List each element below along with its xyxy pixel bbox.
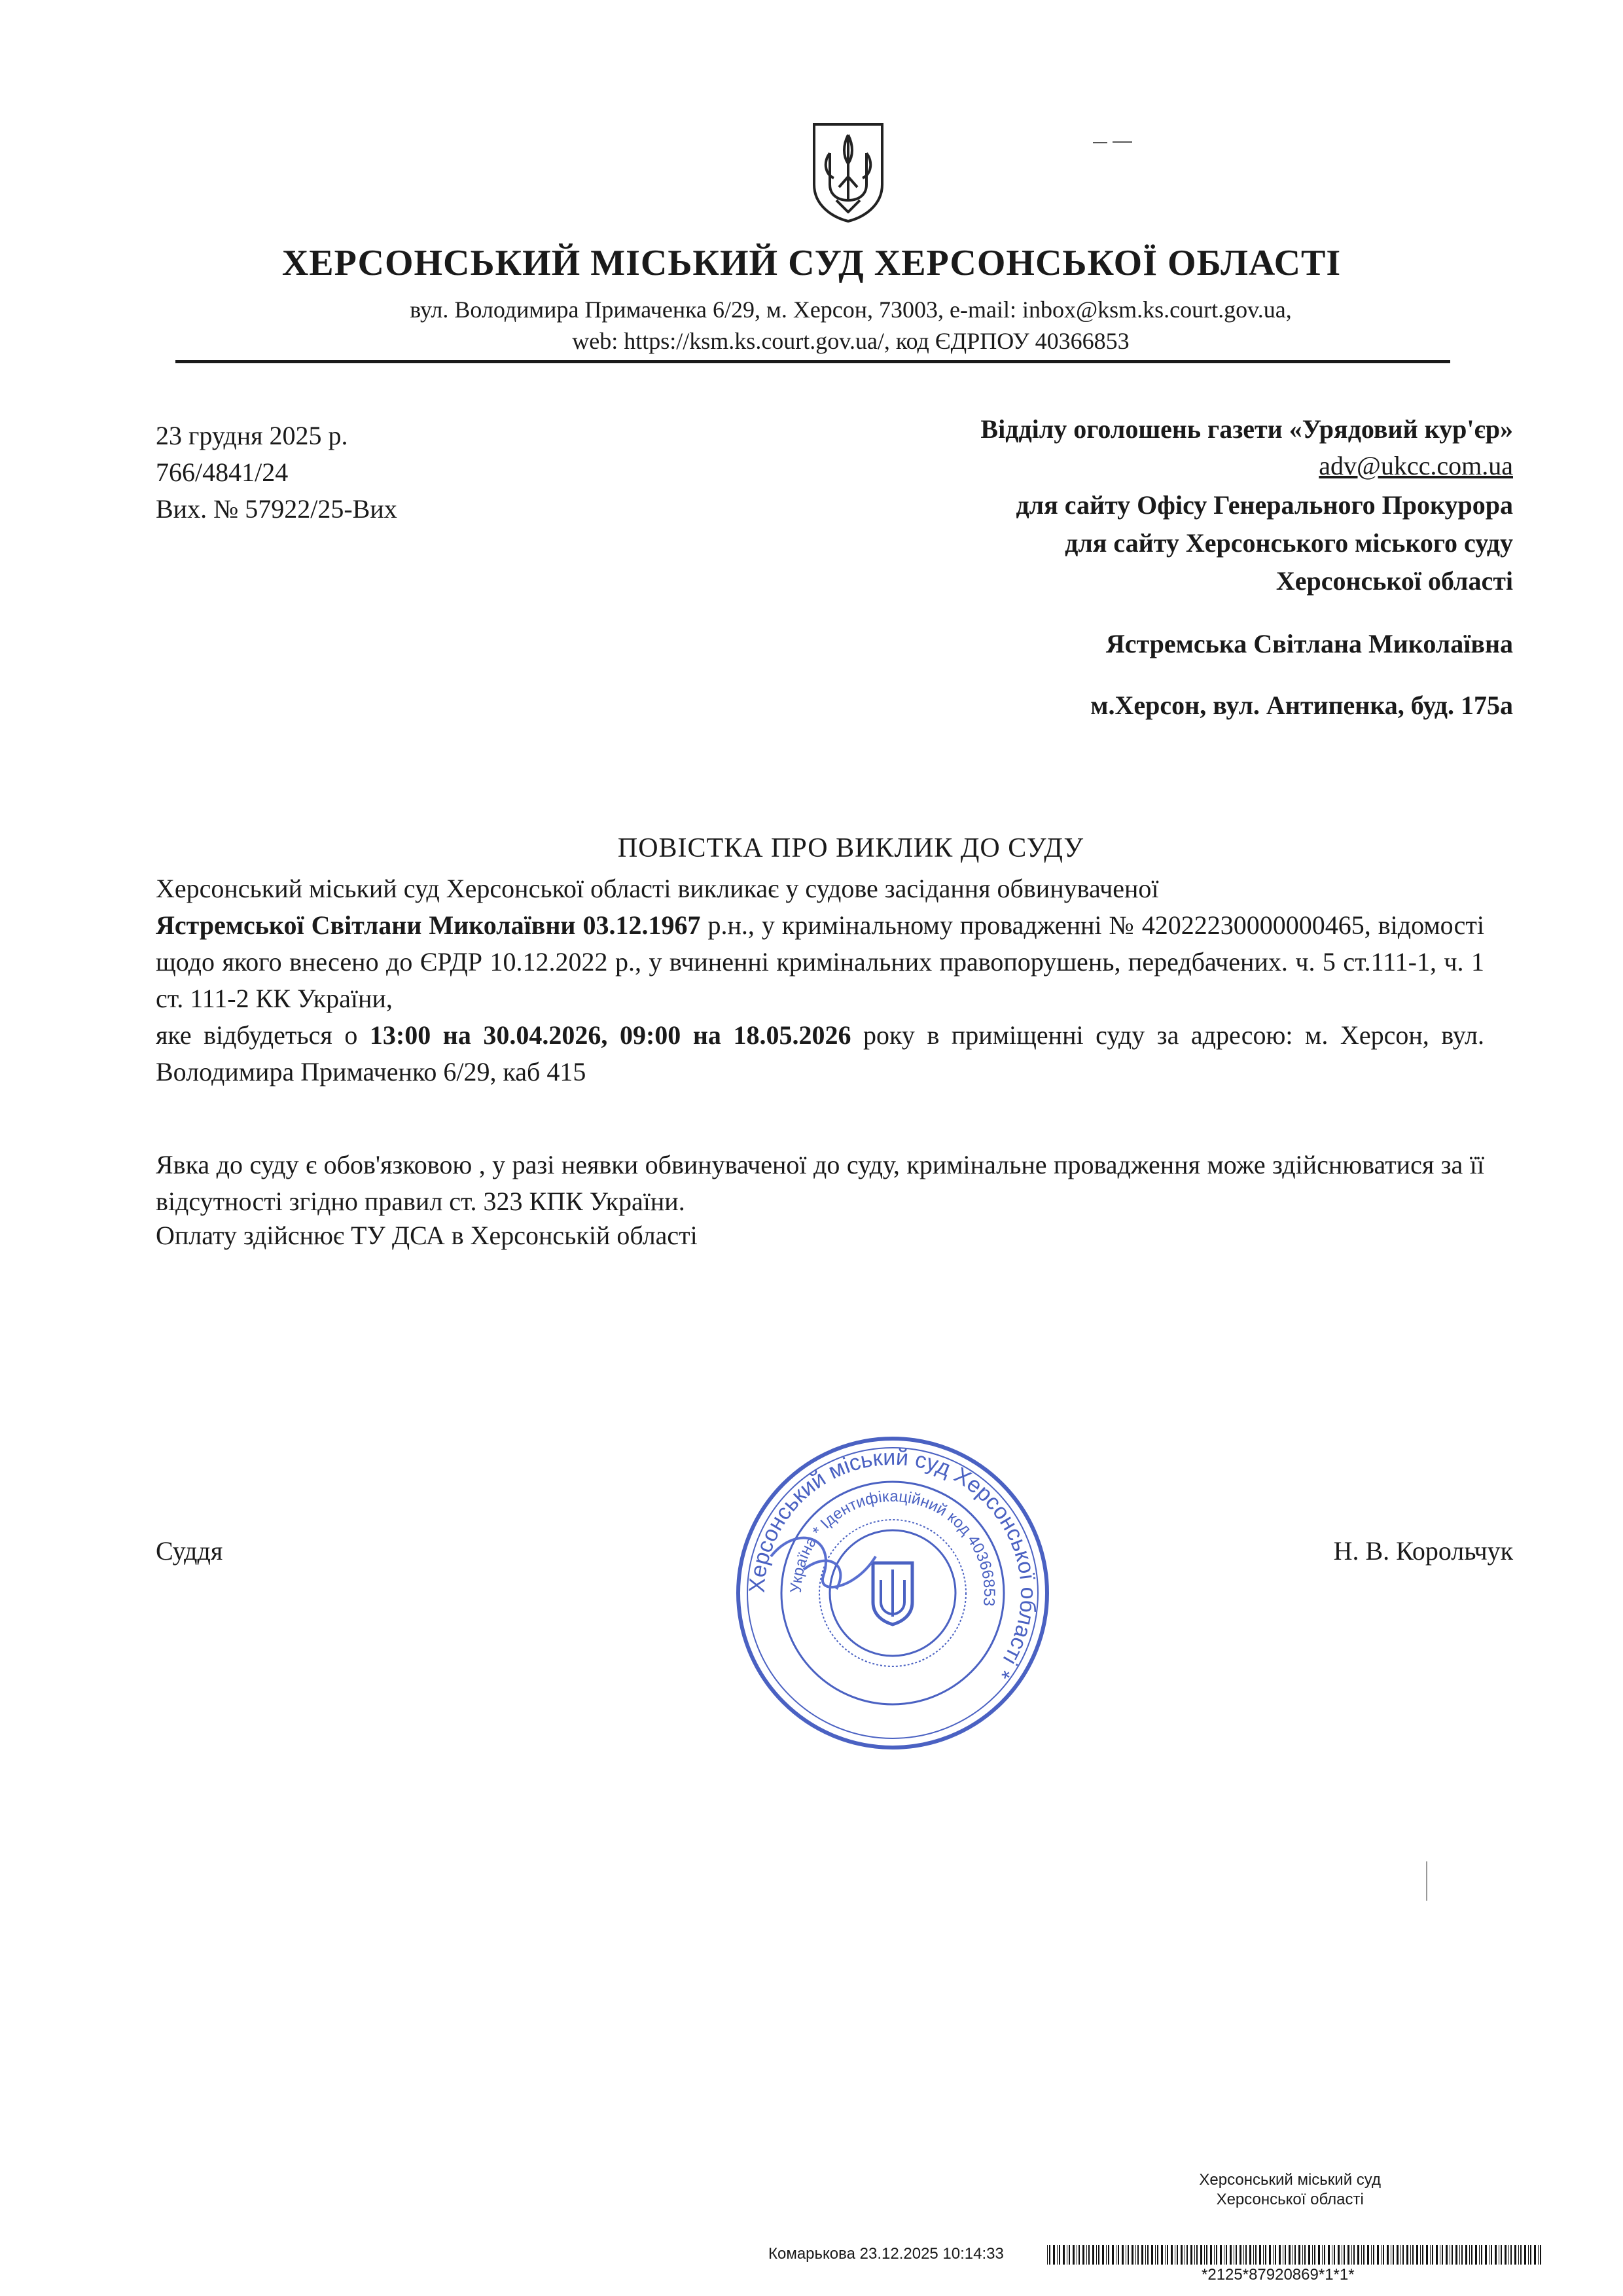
barcode-bar (1200, 2245, 1202, 2265)
barcode-bar (1049, 2245, 1050, 2265)
barcode-bar (1416, 2245, 1418, 2265)
barcode-bar (1210, 2245, 1212, 2265)
header-divider (175, 360, 1450, 363)
barcode-bar (1432, 2245, 1433, 2265)
barcode-bar (1098, 2245, 1099, 2265)
barcode-bar (1263, 2245, 1264, 2265)
barcode-bar (1112, 2245, 1114, 2265)
barcode-bar (1461, 2245, 1463, 2265)
barcode-bar (1259, 2245, 1261, 2265)
barcode-bar (1181, 2245, 1183, 2265)
barcode-bar (1057, 2245, 1058, 2265)
barcode-bar (1088, 2245, 1090, 2265)
barcode-bar (1240, 2245, 1241, 2265)
barcode-bar (1406, 2245, 1408, 2265)
barcode-bar (1196, 2245, 1198, 2265)
court-web: web: https://ksm.ks.court.gov.ua/, код ЄДРПОУ 40366853 (572, 328, 1130, 354)
barcode-bar (1446, 2245, 1448, 2265)
barcode-bar (1269, 2245, 1271, 2265)
case-details: р.н., у кримінальному провадженні № 42022230000000465, відомості щодо якого внесено до ЄРДР 10.12.2022 р., у вчиненні кримінальних правопорушень, передбачених. ч. 5 ст.111-1, ч. 1 ст. 111-2 КК України, (156, 910, 1484, 1013)
barcode-bar (1249, 2245, 1251, 2265)
barcode-bar (1465, 2245, 1467, 2265)
barcode-bar (1086, 2245, 1087, 2265)
barcode-bar (1294, 2245, 1296, 2265)
barcode-bar (1155, 2245, 1156, 2265)
judge-label: Суддя (156, 1536, 223, 1566)
barcode-bar (1475, 2245, 1477, 2265)
barcode-bar (1275, 2245, 1276, 2265)
barcode-bar (1491, 2245, 1492, 2265)
barcode-bar (1226, 2245, 1227, 2265)
outgoing-number: Вих. № 57922/25-Вих (156, 494, 397, 524)
barcode-bar (1334, 2245, 1335, 2265)
barcode-bar (1230, 2245, 1232, 2265)
barcode-bar (1501, 2245, 1502, 2265)
barcode-bar (1157, 2245, 1158, 2265)
barcode-bar (1357, 2245, 1359, 2265)
barcode-bar (1495, 2245, 1497, 2265)
barcode-bar (1361, 2245, 1362, 2265)
barcode-bar (1053, 2245, 1055, 2265)
barcode-bar (1147, 2245, 1149, 2265)
barcode-bar (1363, 2245, 1364, 2265)
barcode-bar (1190, 2245, 1192, 2265)
barcode-bar (1243, 2245, 1244, 2265)
barcode-bar (1135, 2245, 1136, 2265)
barcode-bar (1452, 2245, 1453, 2265)
barcode-bar (1471, 2245, 1472, 2265)
barcode-bar (1137, 2245, 1139, 2265)
barcode-bar (1079, 2245, 1080, 2265)
barcode-bar (1318, 2245, 1320, 2265)
registration-stamp: Комарькова 23.12.2025 10:14:33 (768, 2245, 1004, 2263)
barcode-bar (1400, 2245, 1401, 2265)
barcode-bar (1214, 2245, 1215, 2265)
barcode-bar (1485, 2245, 1487, 2265)
barcode-bar (1393, 2245, 1394, 2265)
barcode-bar (1273, 2245, 1274, 2265)
barcode-bar (1265, 2245, 1266, 2265)
barcode-bar (1255, 2245, 1257, 2265)
barcode-bar (1430, 2245, 1431, 2265)
barcode-bar (1538, 2245, 1539, 2265)
barcode-bar (1122, 2245, 1124, 2265)
barcode-bar (1106, 2245, 1107, 2265)
barcode-bar (1514, 2245, 1516, 2265)
barcode-bar (1436, 2245, 1438, 2265)
barcode-bar (1373, 2245, 1374, 2265)
barcode-bar (1304, 2245, 1306, 2265)
barcode-bar (1236, 2245, 1237, 2265)
barcode-bar (1108, 2245, 1109, 2265)
barcode-bar (1347, 2245, 1349, 2265)
barcode-bar (1455, 2245, 1457, 2265)
recipient-court-region: Херсонської області (1275, 566, 1513, 596)
barcode-bar (1520, 2245, 1522, 2265)
attendance-notice: Явка до суду є обов'язковою , у разі неявки обвинуваченої до суду, кримінальне провадження може здійснюватися за її відсутності згідно правил ст. 323 КПК України. (156, 1150, 1484, 1216)
barcode-bar (1167, 2245, 1168, 2265)
barcode-bar (1534, 2245, 1536, 2265)
barcode-bar (1469, 2245, 1470, 2265)
barcode-bar (1397, 2245, 1399, 2265)
barcode-bar (1528, 2245, 1529, 2265)
payment-notice: Оплату здійснює ТУ ДСА в Херсонській області (156, 1221, 698, 1250)
seal-inner-text: Україна * Ідентифікаційний код 40366853 (787, 1487, 999, 1607)
barcode-bar (1383, 2245, 1384, 2265)
hearing-datetime: 13:00 на 30.04.2026, 09:00 на 18.05.2026 (369, 1020, 851, 1050)
barcode-bar (1412, 2245, 1414, 2265)
summons-intro: Херсонський міський суд Херсонської області викликає у судове засідання обвинуваченої (156, 874, 1159, 903)
barcode-bar (1096, 2245, 1097, 2265)
registration-court-line: Херсонської області (1216, 2191, 1364, 2208)
barcode-bar (1194, 2245, 1195, 2265)
barcode-bar (1308, 2245, 1310, 2265)
barcode-bar (1073, 2245, 1075, 2265)
barcode-bar (1285, 2245, 1286, 2265)
barcode-bar (1063, 2245, 1065, 2265)
barcode-bar (1367, 2245, 1369, 2265)
barcode-bar (1118, 2245, 1119, 2265)
document-date: 23 грудня 2025 р. (156, 421, 348, 450)
barcode-bar (1426, 2245, 1428, 2265)
case-number: 766/4841/24 (156, 457, 289, 487)
scan-artifact-mark (1093, 140, 1132, 145)
recipient-person-address: м.Херсон, вул. Антипенка, буд. 175а (1090, 691, 1513, 720)
barcode-bar (1132, 2245, 1133, 2265)
hearing-intro: яке відбудеться о (156, 1020, 370, 1050)
barcode-bar (1510, 2245, 1512, 2265)
recipient-prosecutor-site: для сайту Офісу Генерального Прокурора (1016, 490, 1513, 520)
barcode-bar (1371, 2245, 1372, 2265)
barcode-bar (1328, 2245, 1330, 2265)
recipient-court-site: для сайту Херсонського міського суду (1065, 528, 1513, 558)
barcode-bar (1102, 2245, 1104, 2265)
barcode-bar (1353, 2245, 1355, 2265)
barcode-bar (1459, 2245, 1460, 2265)
barcode-bar (1338, 2245, 1340, 2265)
barcode-bar (1530, 2245, 1531, 2265)
judge-name: Н. В. Корольчук (1333, 1536, 1513, 1566)
barcode-bar (1245, 2245, 1247, 2265)
summons-paragraph (156, 870, 1484, 1090)
barcode-bar (1069, 2245, 1070, 2265)
barcode-bar (1047, 2245, 1048, 2265)
barcode-bar (1442, 2245, 1443, 2265)
barcode-bar (1206, 2245, 1207, 2265)
barcode-bar (1312, 2245, 1313, 2265)
barcode-bar (1508, 2245, 1509, 2265)
barcode-bar (1171, 2245, 1173, 2265)
registration-barcode (1047, 2245, 1544, 2265)
barcode-bar (1540, 2245, 1541, 2265)
barcode-bar (1420, 2245, 1421, 2265)
barcode-bar (1059, 2245, 1060, 2265)
scan-artifact-mark (1424, 1861, 1429, 1901)
recipient-email-link[interactable]: adv@ukcc.com.ua (1319, 451, 1513, 480)
barcode-bar (1387, 2245, 1389, 2265)
registration-court-line: Херсонський міський суд (1199, 2171, 1381, 2189)
barcode-bar (1216, 2245, 1217, 2265)
barcode-bar (1377, 2245, 1379, 2265)
barcode-bar (1289, 2245, 1291, 2265)
barcode-bar (1524, 2245, 1526, 2265)
barcode-bar (1479, 2245, 1480, 2265)
barcode-bar (1279, 2245, 1281, 2265)
barcode-bar (1220, 2245, 1222, 2265)
court-name: ХЕРСОНСЬКИЙ МІСЬКИЙ СУД ХЕРСОНСЬКОЇ ОБЛАСТІ (281, 243, 1342, 283)
barcode-bar (1422, 2245, 1423, 2265)
court-address: вул. Володимира Примаченка 6/29, м. Херсон, 73003, e-mail: inbox@ksm.ks.court.gov.ua, (410, 296, 1292, 323)
barcode-bar (1151, 2245, 1153, 2265)
barcode-bar (1186, 2245, 1188, 2265)
document-meta (156, 418, 397, 528)
barcode-bar (1253, 2245, 1254, 2265)
barcode-bar (1161, 2245, 1163, 2265)
barcode-bar (1344, 2245, 1345, 2265)
barcode-bar (1141, 2245, 1143, 2265)
barcode-bar (1145, 2245, 1146, 2265)
recipient-person: Ястремська Світлана Миколаївна (1105, 629, 1513, 658)
recipient-newspaper: Відділу оголошень газети «Урядовий кур'єр» (980, 414, 1513, 444)
registration-court (1199, 2170, 1381, 2210)
registration-code: *2125*87920869*1*1* (1202, 2266, 1355, 2284)
trident-emblem-icon (810, 122, 886, 224)
barcode-bar (1381, 2245, 1382, 2265)
court-seal-stamp (725, 1426, 1060, 1761)
barcode-bar (1351, 2245, 1352, 2265)
barcode-bar (1165, 2245, 1166, 2265)
barcode-bar (1322, 2245, 1323, 2265)
barcode-bar (1402, 2245, 1404, 2265)
seal-outer-text: Херсонський міський суд Херсонської області * (744, 1444, 1041, 1683)
barcode-bar (1128, 2245, 1129, 2265)
barcode-bar (1314, 2245, 1315, 2265)
barcode-bar (1082, 2245, 1084, 2265)
barcode-bar (1092, 2245, 1094, 2265)
barcode-bar (1324, 2245, 1325, 2265)
barcode-bar (1410, 2245, 1411, 2265)
document-title: ПОВІСТКА ПРО ВИКЛИК ДО СУДУ (617, 833, 1084, 863)
barcode-bar (1302, 2245, 1303, 2265)
barcode-bar (1481, 2245, 1482, 2265)
hearing-location: року в приміщенні суду за адресою: м. Херсон, вул. Володимира Примаченко 6/29, каб 415 (156, 1020, 1485, 1086)
barcode-bar (1177, 2245, 1178, 2265)
accused-name: Ястремської Світлани Миколаївни 03.12.1967 (156, 910, 701, 940)
barcode-bar (1298, 2245, 1300, 2265)
barcode-bar (1505, 2245, 1507, 2265)
barcode-bar (1204, 2245, 1205, 2265)
barcode-bar (1518, 2245, 1519, 2265)
